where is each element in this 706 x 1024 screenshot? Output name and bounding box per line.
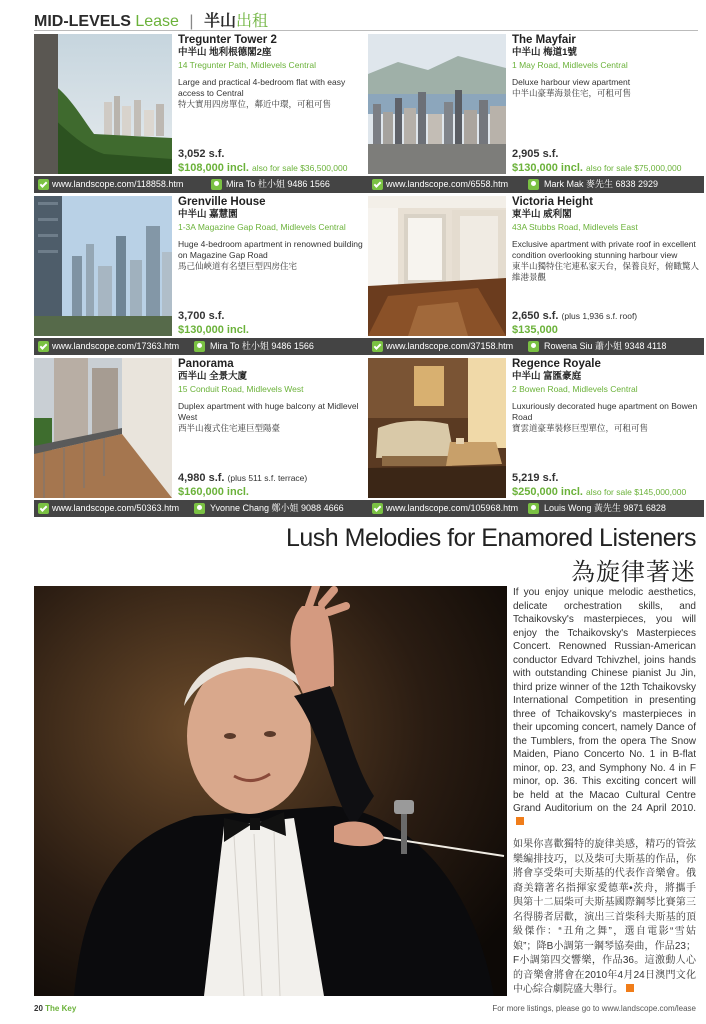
section-type: Lease: [135, 13, 179, 30]
listing-card: [34, 358, 370, 518]
listing-size: [512, 148, 558, 160]
listing-description: Huge 4-bedroom apartment in renowned building on Magazine Gap Road: [178, 239, 363, 260]
listing-address: 1 May Road, Midlevels Central: [512, 60, 628, 70]
listing-description: Deluxe harbour view apartment: [512, 77, 631, 87]
listing-price: [178, 324, 249, 336]
listing-info: [178, 358, 370, 498]
price-value: $160,000 incl.: [178, 486, 249, 498]
listing-info: [512, 358, 704, 498]
listing-description-cn: 西半山複式住宅連巨型陽臺: [178, 423, 281, 433]
listing-address: 1-3A Magazine Gap Road, Midlevels Central: [178, 222, 346, 232]
listing-title[interactable]: Victoria Height: [512, 196, 593, 208]
price-value: $108,000 incl.: [178, 162, 249, 174]
listing-description-cn: 東半山獨特住宅連私家天台，保養良好，俯瞰驚人維港景觀: [512, 261, 700, 282]
listing-title-cn: 東半山 威利閣: [512, 209, 572, 220]
listing-address: 14 Tregunter Path, Midlevels Central: [178, 60, 316, 70]
listing-url[interactable]: www.landscope.com/37158.htm: [386, 341, 514, 351]
listing-info: [178, 34, 370, 174]
listing-title[interactable]: Panorama: [178, 358, 234, 370]
listing-contact-bar: [34, 338, 370, 355]
listing-contact[interactable]: Mark Mak 麥先生 6838 2929: [544, 179, 659, 189]
listing-contact[interactable]: Louis Wong 黃先生 9871 6828: [544, 503, 666, 513]
listing-price: [512, 324, 558, 336]
price-value: $135,000: [512, 324, 558, 336]
size-value: 4,980 s.f.: [178, 472, 225, 484]
more-listings-link[interactable]: For more listings, please go to www.landscope.com/lease: [492, 1004, 696, 1013]
article-body-cn: [513, 838, 696, 998]
section-header: [34, 8, 268, 30]
phone-icon: [211, 179, 222, 190]
size-value: 2,650 s.f.: [512, 310, 559, 322]
conductor-photo: [34, 586, 507, 996]
listing-title-cn: 中半山 嘉慧園: [178, 209, 238, 220]
link-icon: [38, 179, 49, 190]
phone-icon: [528, 503, 539, 514]
size-value: 3,052 s.f.: [178, 148, 225, 160]
listing-size: [512, 310, 637, 322]
page-footer: [34, 1004, 696, 1018]
link-icon: [372, 341, 383, 352]
page-number: 20: [34, 1004, 43, 1013]
listing-size: [512, 472, 558, 484]
size-note: (plus 511 s.f. terrace): [227, 473, 308, 483]
listing-url[interactable]: www.landscope.com/6558.htm: [386, 179, 509, 189]
listing-contact[interactable]: Mira To 杜小姐 9486 1566: [210, 341, 314, 351]
listing-info: [512, 196, 704, 336]
listing-card: [34, 196, 370, 356]
listing-title-cn: 中半山 地利根德閣2座: [178, 47, 272, 58]
listing-info: [512, 34, 704, 174]
price-note: also for sale $75,000,000: [586, 163, 682, 173]
listing-price: [178, 486, 249, 498]
phone-icon: [528, 179, 539, 190]
listing-photo[interactable]: [34, 196, 172, 336]
listing-price: [512, 162, 681, 174]
article-body-en: [513, 586, 696, 829]
listing-price: [178, 162, 347, 174]
listing-title[interactable]: Tregunter Tower 2: [178, 34, 277, 46]
link-icon: [372, 179, 383, 190]
listing-card: [368, 196, 704, 356]
listing-title[interactable]: The Mayfair: [512, 34, 576, 46]
end-mark-icon: [516, 817, 524, 825]
listing-url[interactable]: www.landscope.com/17363.htm: [52, 341, 180, 351]
listing-title-cn: 中半山 梅道1號: [512, 47, 577, 58]
listing-title[interactable]: Grenville House: [178, 196, 266, 208]
listing-card: [368, 358, 704, 518]
header-separator: |: [189, 13, 194, 30]
listing-photo[interactable]: [34, 34, 172, 174]
listing-address: 43A Stubbs Road, Midlevels East: [512, 222, 638, 232]
listing-url[interactable]: www.landscope.com/105968.htm: [386, 503, 519, 513]
listing-address: 15 Conduit Road, Midlevels West: [178, 384, 304, 394]
listing-contact[interactable]: Yvonne Chang 鄭小姐 9088 4666: [210, 503, 344, 513]
phone-icon: [194, 341, 205, 352]
listing-contact-bar: [368, 500, 704, 517]
listing-title[interactable]: Regence Royale: [512, 358, 601, 370]
size-value: 3,700 s.f.: [178, 310, 225, 322]
listing-contact[interactable]: Rowena Siu 蕭小姐 9348 4118: [544, 341, 667, 351]
article-title-cn: 為旋律著迷: [571, 559, 696, 586]
listing-contact-bar: [34, 176, 370, 193]
article-text-en: If you enjoy unique melodic aesthetics, delicate orchestration skills, and Tchaikovsky's masterpieces, you will enjoy the Tchaikovsky's Masterpieces Concert. Renowned Russian-American conductor Edvard Tchivzhel, joins hands with outstanding Chinese pianist Ju Jin, third prize winner of the 12th Tchaikovsky International Competition in presenting three of Tchaikovsky's masterpieces in their upcoming concert, namely Dance of the Tumblers, from the opera The Snow Maiden, Piano Concerto No. 1 in B-flat minor, op. 23, and Symphony No. 4 in F minor, op. 36. This exciting concert will be held at the Macao Cultural Centre Grand Auditorium on the 24 April 2010.: [513, 587, 696, 814]
size-value: 5,219 s.f.: [512, 472, 559, 484]
header-divider: [34, 30, 698, 31]
listing-contact[interactable]: Mira To 杜小姐 9486 1566: [226, 179, 330, 189]
listing-contact-bar: [368, 338, 704, 355]
listing-description: Large and practical 4-bedroom flat with easy access to Central: [178, 77, 346, 98]
publication-name: The Key: [45, 1004, 77, 1013]
listing-description: Duplex apartment with huge balcony at Midlevel West: [178, 401, 359, 422]
listing-description: Luxuriously decorated huge apartment on Bowen Road: [512, 401, 698, 422]
section-name-cn: 半山: [204, 13, 237, 30]
link-icon: [372, 503, 383, 514]
listing-card: [34, 34, 370, 194]
phone-icon: [528, 341, 539, 352]
price-note: also for sale $36,500,000: [252, 163, 348, 173]
section-name: MID-LEVELS: [34, 13, 131, 30]
listing-size: [178, 472, 307, 484]
listing-address: 2 Bowen Road, Midlevels Central: [512, 384, 638, 394]
listing-contact-bar: [368, 176, 704, 193]
listing-photo[interactable]: [368, 358, 506, 498]
listing-description: Exclusive apartment with private roof in excellent condition overlooking stunning harbour view: [512, 239, 696, 260]
size-note: (plus 1,936 s.f. roof): [561, 311, 638, 321]
price-value: $250,000 incl.: [512, 486, 583, 498]
listing-url[interactable]: www.landscope.com/50363.htm: [52, 503, 180, 513]
size-value: 2,905 s.f.: [512, 148, 559, 160]
listing-photo[interactable]: [34, 358, 172, 498]
listing-title-cn: 西半山 全景大廈: [178, 371, 248, 382]
link-icon: [38, 503, 49, 514]
phone-icon: [194, 503, 205, 514]
listing-info: [178, 196, 370, 336]
price-value: $130,000 incl.: [178, 324, 249, 336]
article-text-cn: 如果你喜歡獨特的旋律美感，精巧的管弦樂編排技巧，以及柴可夫斯基的作品，你將會享受柴可夫斯基的代表作音樂會。俄裔美籍著名指揮家愛德華•茨舟，將攜手與第十二屆柴可夫斯基國際鋼琴比賽第三名得勝者居歡，演出三首柴科夫斯基的頂級傑作：“丑角之舞”，選自電影“雪姑娘”；降B小調第一鋼琴協奏曲，作品23；F小調第四交響樂，作品36。這激動人心的音樂會將會在2010年4月24日澳門文化中心綜合劇院盛大舉行。: [513, 839, 696, 995]
listing-card: [368, 34, 704, 194]
end-mark-icon: [626, 984, 634, 992]
listing-photo[interactable]: [368, 34, 506, 174]
article-title: Lush Melodies for Enamored Listeners: [285, 524, 696, 552]
listing-size: [178, 148, 224, 160]
listing-description-cn: 中半山豪華海景住宅，可租可售: [512, 88, 632, 98]
listing-size: [178, 310, 224, 322]
link-icon: [38, 341, 49, 352]
listing-description-cn: 馬己仙峽道有名望巨型四房住宅: [178, 261, 298, 271]
section-type-cn: 出租: [236, 13, 269, 30]
price-note: also for sale $145,000,000: [586, 487, 687, 497]
listing-price: [512, 486, 686, 498]
listing-photo[interactable]: [368, 196, 506, 336]
listing-description-cn: 特大實用四房單位，鄰近中環，可租可售: [178, 99, 332, 109]
listing-url[interactable]: www.landscope.com/118858.htm: [52, 179, 184, 189]
listing-description-cn: 寶雲道豪華裝修巨型單位，可租可售: [512, 423, 649, 433]
price-value: $130,000 incl.: [512, 162, 583, 174]
listing-title-cn: 中半山 富匯豪庭: [512, 371, 582, 382]
listing-contact-bar: [34, 500, 370, 517]
